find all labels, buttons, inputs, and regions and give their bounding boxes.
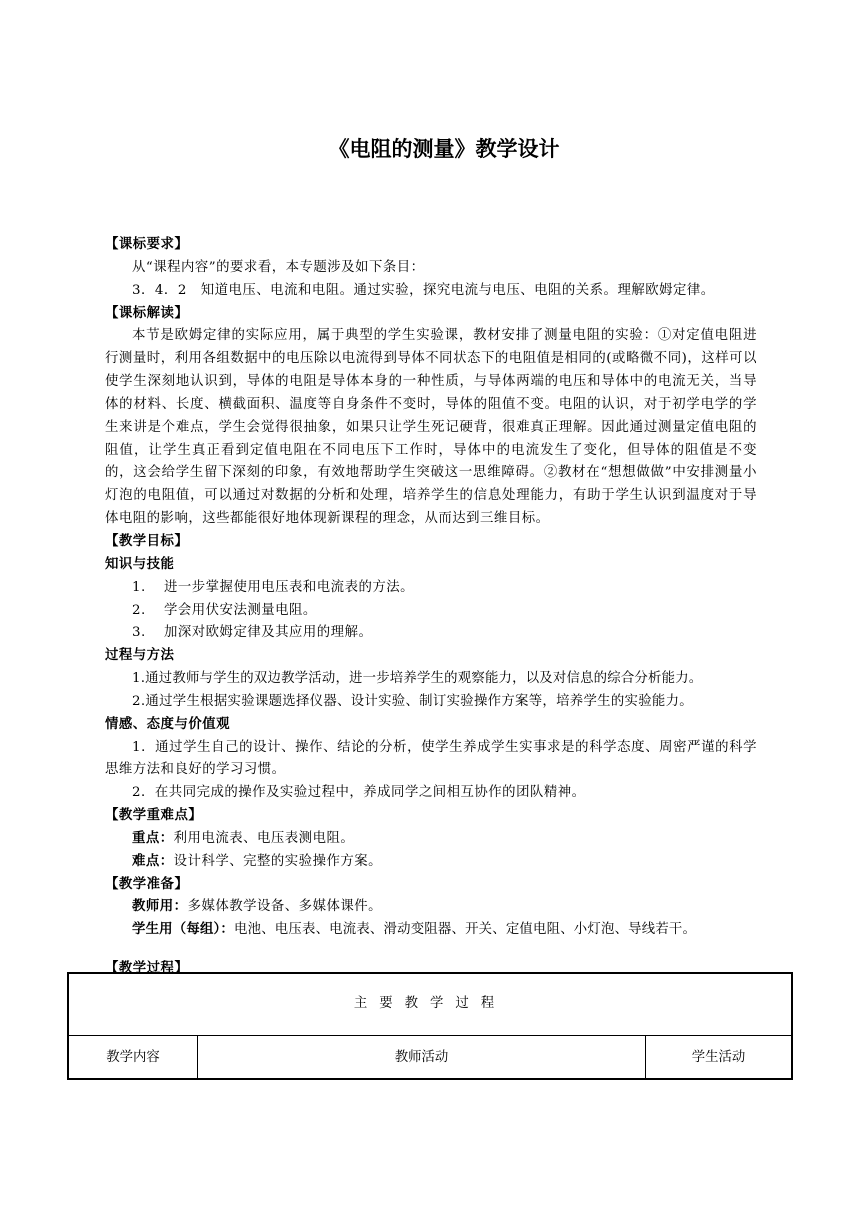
list-item: 1. 进一步掌握使用电压表和电流表的方法。 [132,579,415,595]
student-materials: 学生用（每组）：电池、电压表、电流表、滑动变阻器、开关、定值电阻、小灯泡、导线若干。 [132,922,697,938]
table-title: 主要教学过程 [353,996,507,1011]
process-table [67,972,793,1080]
column-header-student: 学生活动 [691,1050,746,1065]
table-title-row [69,974,791,1036]
column-header-content: 教学内容 [69,1036,198,1078]
paragraph: 从“课程内容”的要求看，本专题涉及如下条目： [132,259,425,275]
paragraph: 1.通过教师与学生的双边教学活动，进一步培养学生的观察能力，以及对信息的综合分析能力。 [132,671,703,687]
difficult-point: 难点：设计科学、完整的实验操作方案。 [132,853,383,869]
paragraph: 2.通过学生根据实验课题选择仪器、设计实验、制订实验操作方案等，培养学生的实验能力。 [132,693,693,709]
paragraph: 3．4．2 知道电压、电流和电阻。通过实验，探究电流与电压、电阻的关系。理解欧姆定律。 [132,282,715,298]
section-heading-zhunbei: 【教学准备】 [105,876,189,892]
section-heading-jiaoxue-mubiao: 【教学目标】 [105,533,189,549]
table-header-row [69,1036,791,1078]
key-point: 重点：利用电流表、电压表测电阻。 [132,830,355,846]
section-heading-kebiao-jiedu: 【课标解读】 [105,305,189,321]
document-title: 《电阻的测量》教学设计 [328,137,560,161]
subheading-qinggan: 情感、态度与价值观 [105,716,231,732]
teacher-materials: 教师用：多媒体教学设备、多媒体课件。 [132,899,383,915]
spacer [105,942,757,958]
section-heading-guocheng: 【教学过程】 [105,961,189,977]
paragraph: 2．在共同完成的操作及实验过程中，养成同学之间相互协作的团队精神。 [132,785,586,801]
list-item: 3. 加深对欧姆定律及其应用的理解。 [132,625,373,641]
subheading-zhishi: 知识与技能 [105,556,175,572]
section-heading-kebiao-yaoqiu: 【课标要求】 [105,237,189,252]
column-header-teacher: 教师活动 [198,1036,646,1078]
paragraph: 本节是欧姆定律的实际应用，属于典型的学生实验课，教材安排了测量电阻的实验：①对定值电阻进行测量时，利用各组数据中的电压除以电流得到导体不同状态下的电阻值是相同的(或略微不同)，这样可以使学生深刻地认识到，导体的电阻是导体本身的一种性质，与导体两端的电压和导体中的电流无关，当导体的材料、长度、横截面积、温度等自身条件不变时，导体的阻值不变。电阻的认识，对于初学电学的学生来讲是个难点，学生会觉得很抽象，如果只让学生死记硬背，很难真正理解。因此通过测量定值电阻的阻值，让学生真正看到定值电阻在不同电压下工作时，导体中的电流发生了变化，但导体的阻值是不变的，这会给学生留下深刻的印象，有效地帮助学生突破这一思维障碍。②教材在“想想做做”中安排测量小灯泡的电阻值，可以通过对数据的分析和处理，培养学生的信息处理能力，有助于学生认识到温度对于导体电阻的影响，这些都能很好地体现新课程的理念，从而达到三维目标。 [105,328,757,527]
paragraph: 1．通过学生自己的设计、操作、结论的分析，使学生养成学生实事求是的科学态度、周密严谨的科学思维方法和良好的学习习惯。 [105,739,757,778]
list-item: 2. 学会用伏安法测量电阻。 [132,602,317,618]
document-body [105,234,757,981]
section-heading-zhongnandian: 【教学重难点】 [105,808,203,824]
subheading-guocheng: 过程与方法 [105,648,175,664]
